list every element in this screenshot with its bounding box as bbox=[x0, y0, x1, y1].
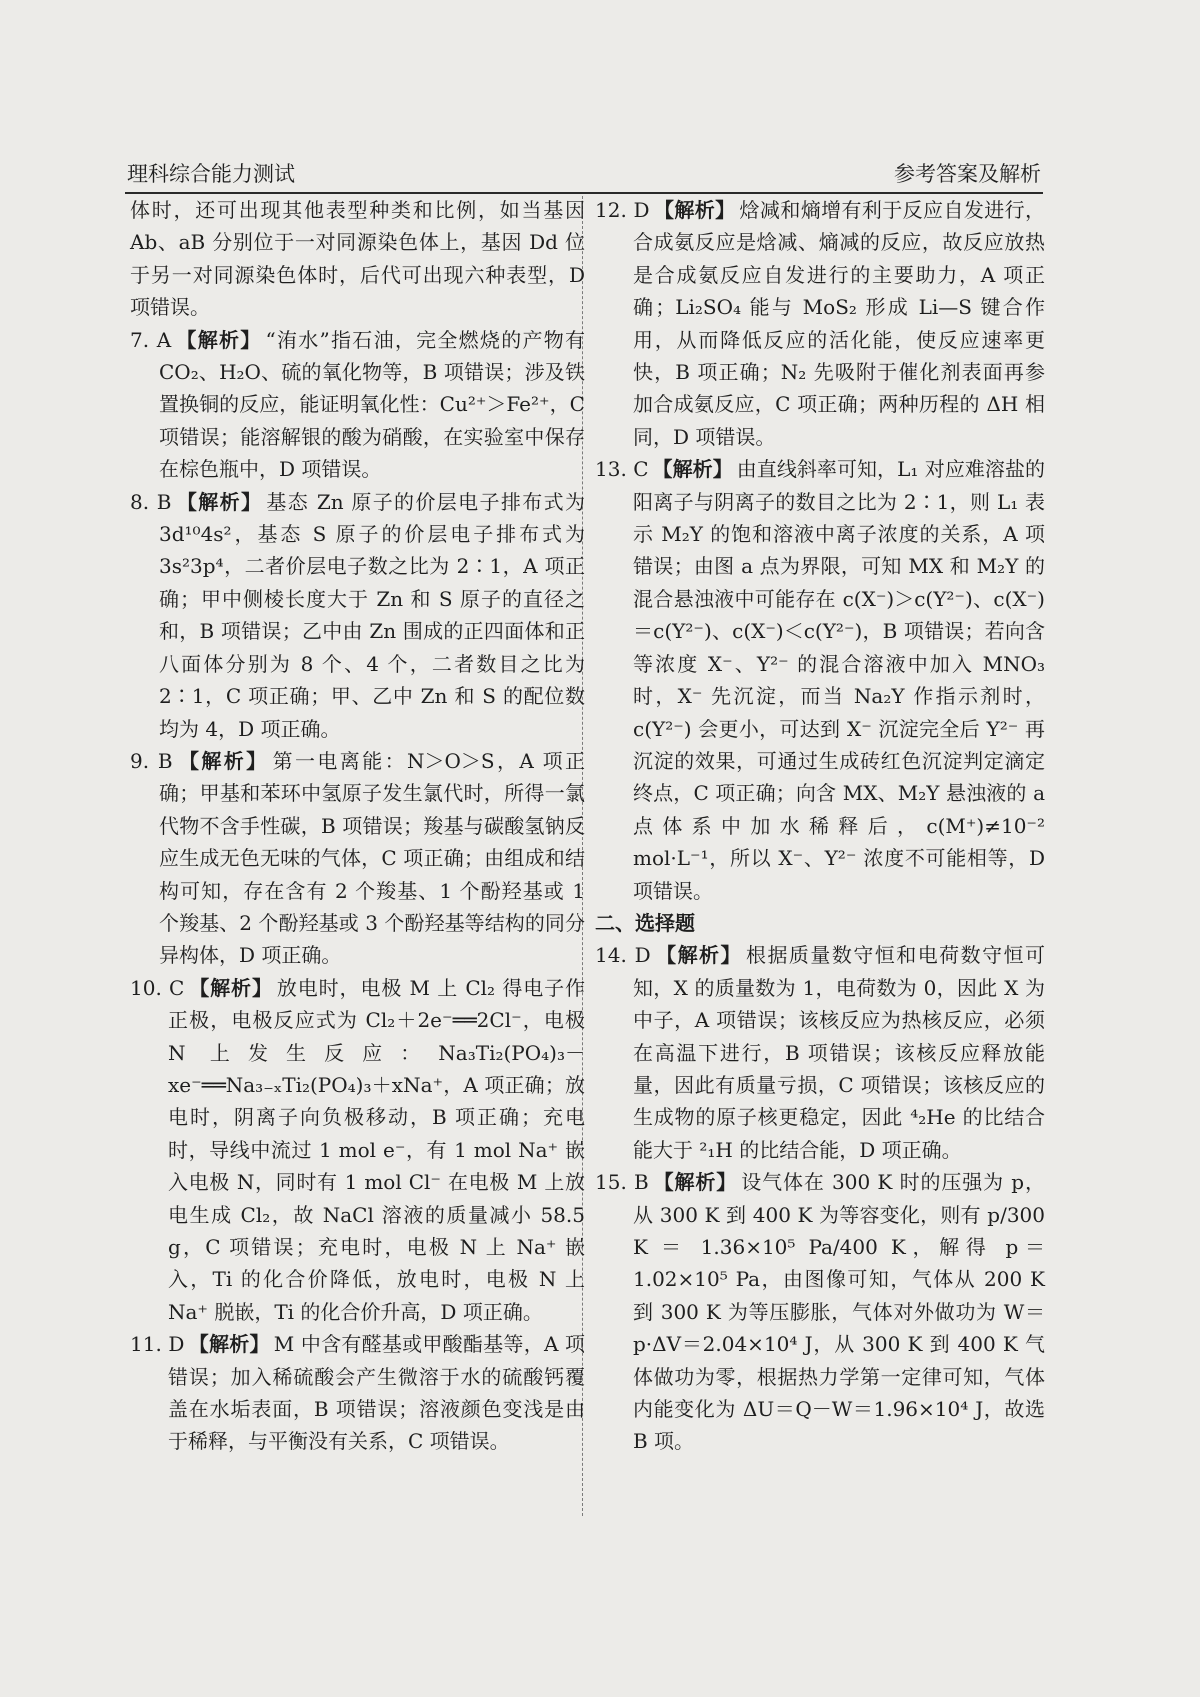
answer-item-14 bbox=[595, 939, 1045, 1166]
page-header bbox=[125, 152, 1043, 194]
answer-number: 10. C bbox=[130, 975, 185, 1000]
answer-text: 根据质量数守恒和电荷数守恒可知，X 的质量数为 1，电荷数为 0，因此 X 为中子，A 项错误；该核反应为热核反应，必须在高温下进行，B 项错误；该核反应释放能量，因此有质量亏损，C 项错误；该核反应的生成物的原子核更稳定，因此 ⁴₂He 的比结合能大于 ²₁H 的比结合能，D 项正确。 bbox=[633, 943, 1046, 1162]
answer-number: 9. B bbox=[130, 748, 173, 773]
analysis-tag: 【解析】 bbox=[175, 327, 262, 352]
right-column bbox=[595, 194, 1045, 1458]
answer-text: 设气体在 300 K 时的压强为 p，从 300 K 到 400 K 为等容变化，则有 p/300 K ＝ 1.36×10⁵ Pa/400 K，解得 p＝1.02×10⁵ Pa，由图像可知，气体从 200 K 到 300 K 为等压膨胀，气体对外做功为 W＝p·ΔV＝2.04×10⁴ J，从 300 K 到 400 K 气体做功为零，根据热力学第一定律可知，气体内能变化为 ΔU＝Q－W＝1.96×10⁴ J，故选 B 项。 bbox=[633, 1170, 1045, 1454]
analysis-tag: 【解析】 bbox=[188, 975, 273, 1000]
answer-item-9 bbox=[130, 745, 585, 972]
section-heading: 二、选择题 bbox=[595, 910, 695, 935]
continued-paragraph: 体时，还可出现其他表型种类和比例，如当基因 Ab、aB 分别位于一对同源染色体上，基因 Dd 位于另一对同源染色体时，后代可出现六种表型，D 项错误。 bbox=[130, 198, 585, 320]
analysis-tag: 【解析】 bbox=[652, 457, 733, 482]
answer-item-8 bbox=[130, 486, 585, 745]
answer-item-7 bbox=[130, 324, 585, 486]
answer-number: 8. B bbox=[130, 489, 172, 514]
answer-text: 放电时，电极 M 上 Cl₂ 得电子作正极，电极反应式为 Cl₂＋2e⁻══2Cl⁻，电极 N 上发生反应：Na₃Ti₂(PO₄)₃－xe⁻══Na₃₋ₓTi₂(PO₄)₃＋xNa⁺，A 项正确；放电时，阴离子向负极移动，B 项正确；充电时，导线中流过 1 mol e⁻，有 1 mol Na⁺ 嵌入电极 N，同时有 1 mol Cl⁻ 在电极 M 上放电生成 Cl₂，故 NaCl 溶液的质量减小 58.5 g，C 项错误；充电时，电极 N 上 Na⁺ 嵌入，Ti 的化合价降低，放电时，电极 N 上 Na⁺ 脱嵌，Ti 的化合价升高，D 项正确。 bbox=[168, 975, 586, 1324]
answer-item-13 bbox=[595, 453, 1045, 907]
analysis-tag: 【解析】 bbox=[653, 198, 736, 222]
answer-text: 第一电离能：N＞O＞S，A 项正确；甲基和苯环中氢原子发生氯代时，所得一氯代物不含手性碳，B 项错误；羧基与碳酸氢钠反应生成无色无味的气体，C 项正确；由组成和结构可知，存在含有 2 个羧基、1 个酚羟基或 1 个羧基、2 个酚羟基或 3 个酚羟基等结构的同分异构体，D 项正确。 bbox=[159, 748, 586, 968]
analysis-tag: 【解析】 bbox=[176, 748, 269, 773]
header-section-title: 参考答案及解析 bbox=[894, 162, 1041, 186]
header-subject: 理科综合能力测试 bbox=[127, 162, 295, 186]
answer-text: 焓减和熵增有利于反应自发进行，合成氨反应是焓减、熵减的反应，故反应放热是合成氨反应自发进行的主要助力，A 项正确；Li₂SO₄ 能与 MoS₂ 形成 Li—S 键合作用，从而降低反应的活化能，使反应速率更快，B 项正确；N₂ 先吸附于催化剂表面再参加合成氨反应，C 项正确；两种历程的 ΔH 相同，D 项错误。 bbox=[633, 198, 1046, 449]
answer-number: 11. D bbox=[130, 1332, 185, 1357]
answer-item-10 bbox=[130, 972, 585, 1328]
answer-number: 12. D bbox=[595, 198, 650, 222]
answer-number: 7. A bbox=[130, 327, 172, 352]
answer-number: 13. C bbox=[595, 457, 649, 482]
answer-item-11 bbox=[130, 1328, 585, 1458]
left-column bbox=[130, 194, 585, 1458]
answer-text: 基态 Zn 原子的价层电子排布式为 3d¹⁰4s²，基态 S 原子的价层电子排布式为 3s²3p⁴，二者价层电子数之比为 2∶1，A 项正确；甲中侧棱长度大于 Zn 和 S 原子的直径之和，B 项错误；乙中由 Zn 围成的正四面体和正八面体分别为 8 个、4 个，二者数目之比为 2∶1，C 项正确；甲、乙中 Zn 和 S 的配位数均为 4，D 项正确。 bbox=[159, 489, 586, 741]
analysis-tag: 【解析】 bbox=[654, 943, 742, 968]
answer-text: 由直线斜率可知，L₁ 对应难溶盐的阳离子与阴离子的数目之比为 2∶1，则 L₁ 表示 M₂Y 的饱和溶液中离子浓度的关系，A 项错误；由图 a 点为界限，可知 MX 和 M₂Y 的混合悬浊液中可能存在 c(X⁻)＞c(Y²⁻)、c(X⁻)＝c(Y²⁻)、c(X⁻)＜c(Y²⁻)，B 项错误；若向含等浓度 X⁻、Y²⁻ 的混合溶液中加入 MNO₃ 时，X⁻ 先沉淀，而当 Na₂Y 作指示剂时，c(Y²⁻) 会更小，可达到 X⁻ 沉淀完全后 Y²⁻ 再沉淀的效果，可通过生成砖红色沉淀判定滴定终点，C 项正确；向含 MX、M₂Y 悬浊液的 a 点体系中加水稀释后，c(M⁺)≠10⁻² mol·L⁻¹，所以 X⁻、Y²⁻ 浓度不可能相等，D 项错误。 bbox=[633, 457, 1046, 903]
answer-text: “洧水”指石油，完全燃烧的产物有 CO₂、H₂O、硫的氧化物等，B 项错误；涉及铁置换铜的反应，能证明氧化性：Cu²⁺＞Fe²⁺，C 项错误；能溶解银的酸为硝酸，在实验室中保存在棕色瓶中，D 项错误。 bbox=[159, 327, 586, 482]
answer-item-12 bbox=[595, 194, 1045, 453]
analysis-tag: 【解析】 bbox=[175, 489, 263, 514]
analysis-tag: 【解析】 bbox=[652, 1170, 738, 1195]
analysis-tag: 【解析】 bbox=[188, 1332, 270, 1357]
answer-item-15 bbox=[595, 1166, 1045, 1458]
answer-number: 15. B bbox=[595, 1170, 649, 1195]
answer-text: M 中含有醛基或甲酸酯基等，A 项错误；加入稀硫酸会产生微溶于水的硫酸钙覆盖在水垢表面，B 项错误；溶液颜色变浅是由于稀释，与平衡没有关系，C 项错误。 bbox=[168, 1332, 586, 1454]
answer-number: 14. D bbox=[595, 943, 651, 968]
